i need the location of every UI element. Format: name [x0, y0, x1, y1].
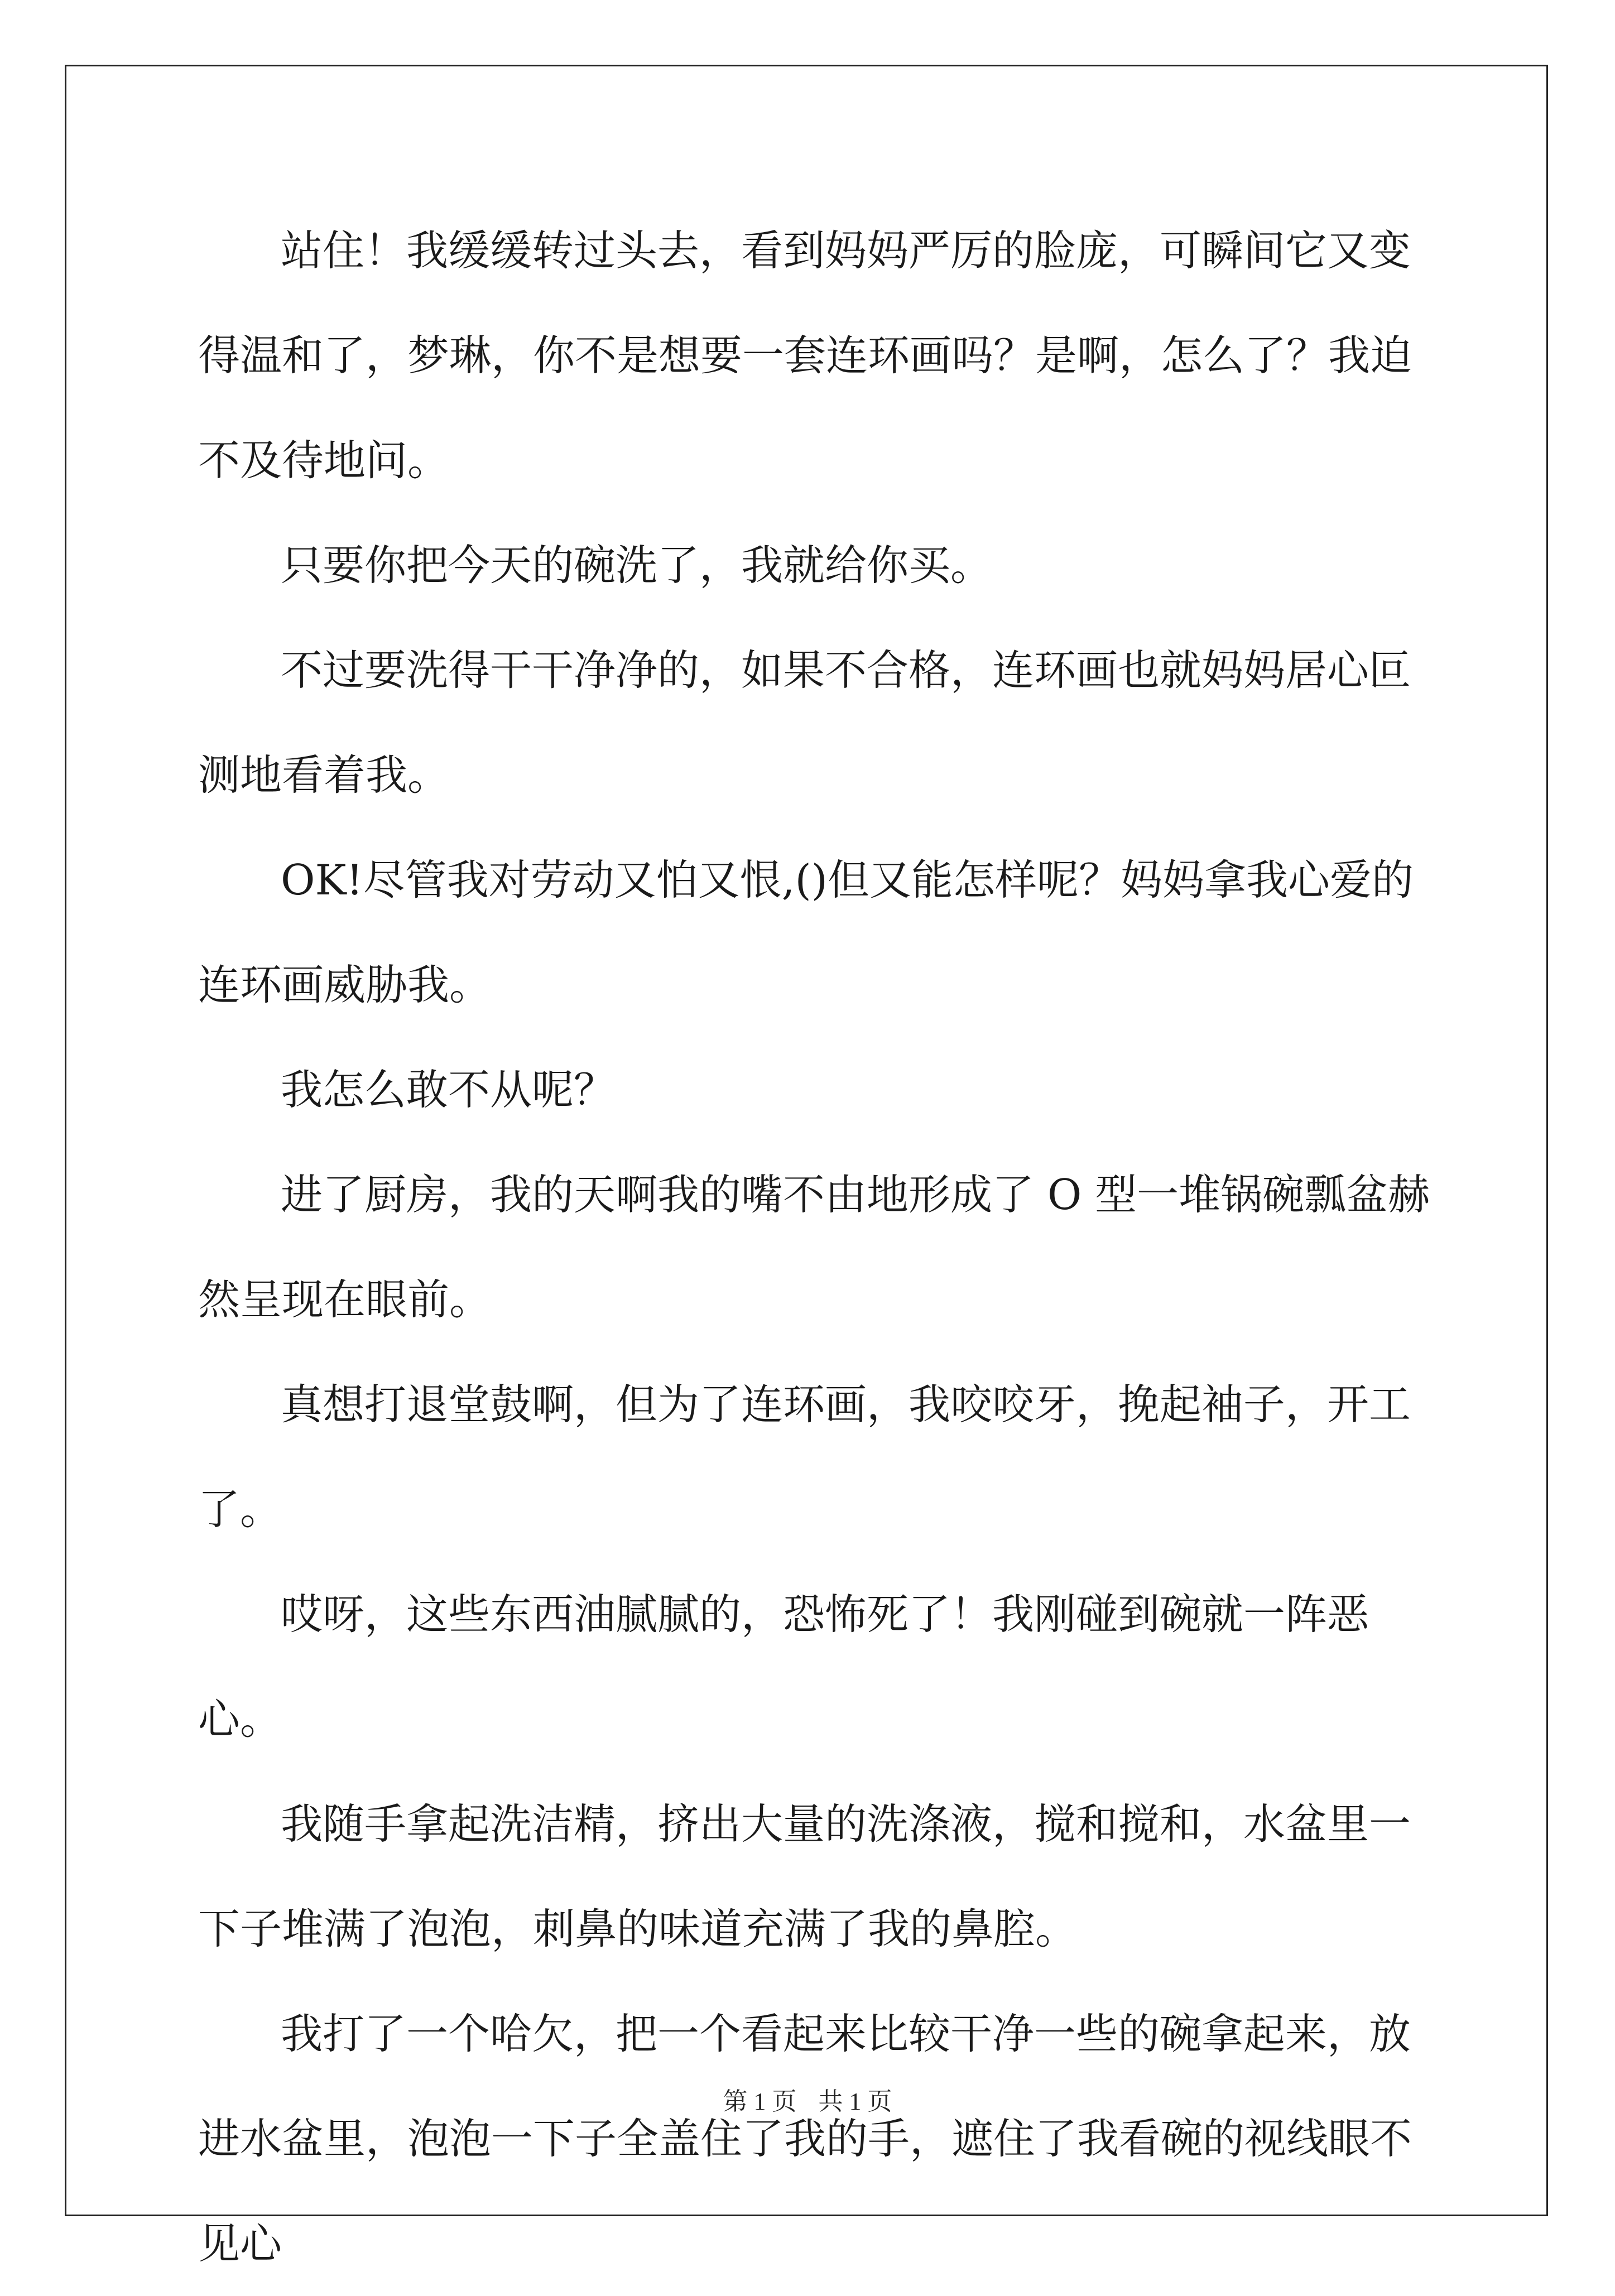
paragraph: 站住！我缓缓转过头去，看到妈妈严厉的脸庞，可瞬间它又变得温和了，梦琳，你不是想要一套连环画吗？是啊，怎么了？我迫不及待地问。	[198, 226, 1412, 485]
document-body	[198, 198, 1444, 2296]
paragraph: 哎呀，这些东西油腻腻的，恐怖死了！我刚碰到碗就一阵恶心。	[198, 1590, 1369, 1744]
paragraph: 不过要洗得干干净净的，如果不合格，连环画也就妈妈居心叵测地看着我。	[198, 646, 1411, 800]
paragraph: 真想打退堂鼓啊，但为了连环画，我咬咬牙，挽起袖子，开工了。	[198, 1380, 1411, 1534]
page-number: 第 1 页	[723, 2088, 797, 2115]
page-total: 共 1 页	[818, 2088, 892, 2115]
paragraph: 只要你把今天的碗洗了，我就给你买。	[281, 541, 993, 590]
paragraph: 我随手拿起洗洁精，挤出大量的洗涤液，搅和搅和，水盆里一下子堆满了泡泡，刺鼻的味道充满了我的鼻腔。	[198, 1799, 1411, 1953]
paragraph: 我怎么敢不从呢？	[281, 1065, 616, 1114]
paragraph: 我打了一个哈欠，把一个看起来比较干净一些的碗拿起来，放进水盆里，泡泡一下子全盖住了我的手，遮住了我看碗的视线眼不见心	[198, 2009, 1412, 2268]
page-footer	[0, 2081, 1615, 2117]
paragraph: OK!尽管我对劳动又怕又恨,()但又能怎样呢？妈妈拿我心爱的连环画威胁我。	[198, 855, 1414, 1009]
paragraph: 进了厨房，我的天啊我的嘴不由地形成了 O 型一堆锅碗瓢盆赫然呈现在眼前。	[198, 1170, 1430, 1324]
